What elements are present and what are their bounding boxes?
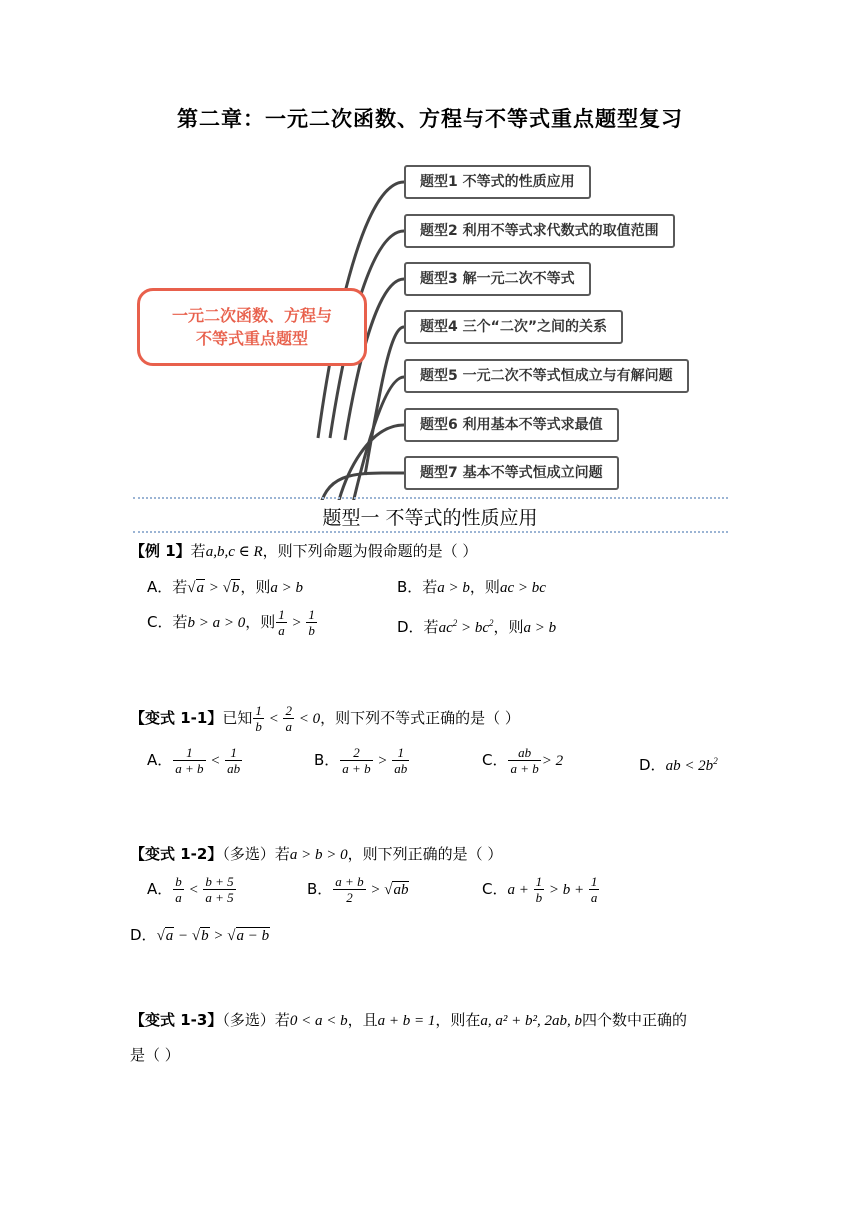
v13-text1: （多选）若 [222,1011,290,1029]
frac-1-ab-b: $\frac{1}{ab}$ [394,745,408,776]
ex1-cond: a,b,c ∈ R [205,544,263,560]
v12-A-label: A． [147,880,173,898]
v12-option-d[interactable] [130,924,270,945]
ex1-option-a[interactable] [147,576,303,597]
v12-label: 【变式 1-2】 [130,845,223,863]
mindmap-node-7: 题型7 基本不等式恒成立问题 [404,456,619,490]
ex1-optA-cond: √a > √b [187,580,240,596]
ex1-optC-pre: C．若 [147,613,188,631]
frac-b-a: $\frac{b}{a}$ [175,874,182,905]
mindmap-node-4: 题型4 三个“二次”之间的关系 [404,310,623,344]
ex1-optD-res: a > b [523,620,557,636]
frac-apb-2: $\frac{a + b}{2}$ [335,874,364,905]
ex1-optA-res: a > b [270,580,303,596]
v12-D-expr: √a − √b > √a − b [156,928,270,944]
center-line-1: 一元二次函数、方程与 [171,306,332,325]
ex1-optA-pre: A．若 [147,578,188,596]
ex1-optD-cond: $ac^2 > bc^2$ [438,618,494,636]
v12-C-label: C． [482,880,508,898]
mindmap-node-1: 题型1 不等式的性质应用 [404,165,591,199]
v11-option-a[interactable]: A． $\frac{1}{a + b}$ < $\frac{1}{ab}$ [147,745,241,776]
frac-1-b: $\frac{1}{b}$ [308,607,315,638]
v12-D-label: D． [130,926,157,944]
ex1-optB-pre: B．若 [397,578,438,596]
frac-1-b-c: $\frac{1}{b}$ [535,874,543,905]
section-title: 题型一 不等式的性质应用 [322,507,538,529]
v12-cond: a > b > 0 [289,847,348,863]
v11-stem: 【变式 1-1】已知 $\frac{1}{b}$ < $\frac{2}{a}$ < 0，则下列不等式正确的是（ ） [130,703,520,734]
v11-C-label: C． [482,751,508,769]
ex1-optB-cond: a > b [437,580,470,596]
frac-1-b-v11: $\frac{1}{b}$ [255,703,262,734]
v11-D-label: D． [639,756,666,774]
ex1-stem [130,540,477,561]
divider-top [133,497,728,499]
mindmap-node-6: 题型6 利用基本不等式求最值 [404,408,619,442]
v12-stem [130,843,502,864]
branch-7 [318,473,404,500]
v11-B-label: B． [314,751,340,769]
v11-post: ，则下列不等式正确的是（ ） [320,709,520,727]
mindmap-node-5: 题型5 一元二次不等式恒成立与有解问题 [404,359,689,393]
frac-1-apb: $\frac{1}{a + b}$ [175,745,204,776]
frac-2-a: $\frac{2}{a}$ [285,703,292,734]
center-line-2: 不等式重点题型 [195,329,308,348]
ex1-text-post: ，则下列命题为假命题的是（ ） [262,542,478,560]
mindmap-node-2: 题型2 利用不等式求代数式的取值范围 [404,214,675,248]
v11-pre: 已知 [222,709,253,727]
frac-1-a: $\frac{1}{a}$ [278,607,285,638]
branch-5 [350,377,404,500]
v11-option-d[interactable] [639,754,718,775]
frac-1-ab: $\frac{1}{ab}$ [227,745,241,776]
frac-1-a-c: $\frac{1}{a}$ [590,874,598,905]
v13-text2: ，且 [347,1011,378,1029]
v11-label: 【变式 1-1】 [130,709,223,727]
ex1-option-d[interactable] [397,616,556,637]
v13-text4: 四个数中正确的 [582,1011,688,1029]
frac-ab-apb: $\frac{ab}{a + b}$ [510,745,539,776]
ex1-optB-mid: ，则 [469,578,500,596]
ex1-text-pre: 若 [190,542,206,560]
v12-option-b[interactable]: B． $\frac{a + b}{2}$ > √ab [307,874,409,905]
ex1-label: 【例 1】 [130,542,191,560]
ex1-optD-pre: D．若 [397,618,439,636]
mindmap-center-node [137,288,367,366]
ex1-optA-mid: ，则 [240,578,271,596]
v13-stem-line2: 是（ ） [130,1046,180,1064]
ex1-optC-mid: ，则 [245,613,276,631]
v11-D-expr: ab < $2b^2$ [665,756,718,774]
frac-2-apb: $\frac{2}{a + b}$ [342,745,371,776]
frac-b5-a5: $\frac{b + 5}{a + 5}$ [205,874,234,905]
ex1-optC-cond: b > a > 0 [187,615,246,631]
ex1-option-b[interactable] [397,576,546,597]
v12-B-label: B． [307,880,333,898]
v11-option-c[interactable] [482,745,563,776]
v12-option-c[interactable]: C．a + $\frac{1}{b}$ > b + $\frac{1}{a}$ [482,874,598,905]
v12-text-pre: （多选）若 [222,845,290,863]
ex1-option-c[interactable]: C．若b > a > 0，则 $\frac{1}{a}$ > $\frac{1}{b}$ [147,607,315,638]
v13-cond1: 0 < a < b [289,1013,348,1029]
v13-stem [130,1009,687,1030]
page-title: 第二章：一元二次函数、方程与不等式重点题型复习 [177,107,683,131]
v13-label: 【变式 1-3】 [130,1011,223,1029]
v13-text3: ，则在 [435,1011,481,1029]
ex1-optB-res: ac > bc [499,580,546,596]
v12-option-a[interactable]: A． $\frac{b}{a}$ < $\frac{b + 5}{a + 5}$ [147,874,234,905]
mindmap-node-3: 题型3 解一元二次不等式 [404,262,591,296]
v11-A-label: A． [147,751,173,769]
v12-text-post: ，则下列正确的是（ ） [347,845,503,863]
ex1-optD-mid: ，则 [493,618,524,636]
divider-bottom [133,531,728,533]
v13-set: a, a² + b², 2ab, b [480,1013,582,1029]
v11-option-b[interactable]: B． $\frac{2}{a + b}$ > $\frac{1}{ab}$ [314,745,408,776]
v11-C-rhs: > 2 [541,753,564,769]
v13-cond2: a + b = 1 [377,1013,436,1029]
